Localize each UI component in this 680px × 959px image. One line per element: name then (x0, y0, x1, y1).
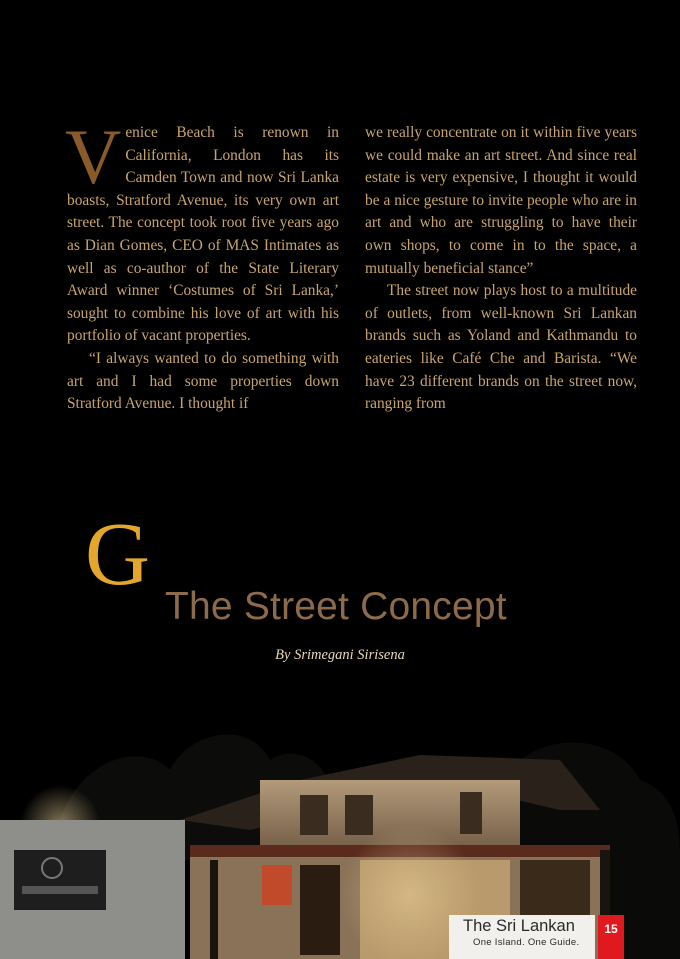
magazine-brand-tag (449, 915, 595, 959)
article-column-left (65, 113, 339, 416)
byline: By Srimegani Sirisena (275, 647, 405, 663)
article-paragraph: we really concentrate on it within five years we could make an art street. And since real estate is very expensive, I thought it would be a nice gesture to invite people who are in art and who are struggling to have their own shops, to come in to the space, a mutually beneficial stance” (365, 124, 637, 277)
magazine-tagline: One Island. One Guide. (473, 937, 580, 948)
decorative-letter: G (85, 505, 150, 604)
page-number: 15 (598, 915, 624, 959)
headline: The Street Concept (165, 585, 507, 628)
article-paragraph: “I always wanted to do something with art and I had some properties down Stratford Avenue. I thought if (67, 349, 339, 413)
magazine-title: The Sri Lankan (463, 917, 575, 935)
drop-cap: V (65, 113, 122, 200)
title-block (0, 505, 680, 645)
paragraph-text: enice Beach is renown in California, London has its Camden Town and now Sri Lanka boasts, Stratford Avenue, its very own art street. The concept took root five years ago as Dian Gomes, CEO of MAS Intimates as well as co-author of the State Literary Award winner ‘Costumes of Sri Lanka,’ sought to combine his love of art with his portfolio of vacant properties. (67, 124, 339, 345)
article-paragraph (65, 113, 339, 348)
article-column-right (365, 122, 637, 416)
article-paragraph: The street now plays host to a multitude of outlets, from well-known Sri Lankan brands such as Yoland and Kathmandu to eateries like Café Che and Barista. “We have 23 different brands on the street now, ranging from (365, 282, 637, 413)
